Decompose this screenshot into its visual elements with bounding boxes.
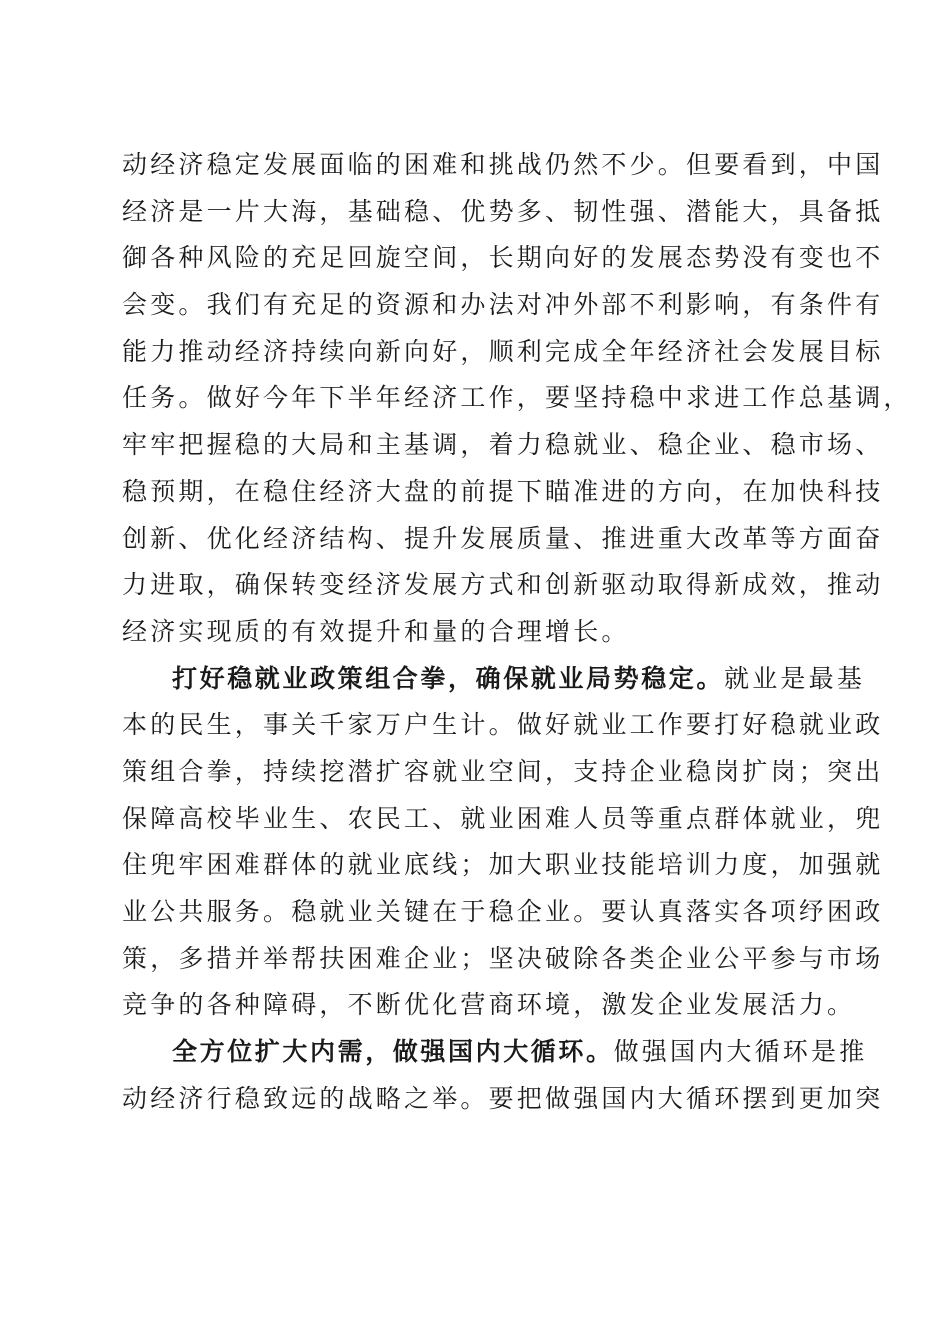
body-text: [122, 142, 912, 1122]
text-line: 御各种风险的充足回旋空间，长期向好的发展态势没有变也不: [122, 243, 884, 273]
section-heading-employment: 打好稳就业政策组合拳，确保就业局势稳定。: [172, 663, 725, 693]
text-line: 会变。我们有充足的资源和办法对冲外部不利影响，有条件有: [122, 290, 884, 320]
text-line: 住兜牢困难群体的就业底线；加大职业技能培训力度，加强就: [122, 850, 884, 880]
text-line: 能力推动经济持续向新向好，顺利完成全年经济社会发展目标: [122, 336, 884, 366]
text-line: [122, 1029, 868, 1076]
text-line: [122, 656, 866, 703]
text-line: 保障高校毕业生、农民工、就业困难人员等重点群体就业，兜: [122, 803, 884, 833]
text-line: 稳预期，在稳住经济大盘的前提下瞄准进的方向，在加快科技: [122, 476, 884, 506]
paragraph-employment: [122, 656, 884, 1030]
text-line: 竞争的各种障碍，不断优化营商环境，激发企业发展活力。: [122, 990, 856, 1020]
text-line: 策，多措并举帮扶困难企业；坚决破除各类企业公平参与市场: [122, 943, 884, 973]
text-line: 业公共服务。稳就业关键在于稳企业。要认真落实各项纾困政: [122, 897, 884, 926]
text-line: 本的民生，事关千家万户生计。做好就业工作要打好稳就业政: [122, 710, 884, 740]
text-line: 动经济稳定发展面临的困难和挑战仍然不少。但要看到，中国: [122, 150, 884, 179]
text-line: 动经济行稳致远的战略之举。要把做强国内大循环摆到更加突: [122, 1083, 884, 1113]
section-heading-domestic-demand: 全方位扩大内需，做强国内大循环。: [172, 1037, 614, 1067]
text-line: 经济是一片大海，基础稳、优势多、韧性强、潜能大，具备抵: [122, 196, 884, 226]
text-line: 牢牢把握稳的大局和主基调，着力稳就业、稳企业、稳市场、: [122, 430, 884, 460]
text-line: 策组合拳，持续挖潜扩容就业空间，支持企业稳岗扩岗；突出: [122, 756, 884, 786]
text-run: 就业是最基: [724, 663, 866, 693]
text-run: 做强国内大循环是推: [613, 1037, 868, 1067]
text-line: 经济实现质的有效提升和量的合理增长。: [122, 616, 630, 646]
text-line: 任务。做好今年下半年经济工作，要坚持稳中求进工作总基调，: [122, 383, 912, 413]
paragraph-domestic-demand: [122, 1029, 884, 1122]
text-line: 创新、优化经济结构、提升发展质量、推进重大改革等方面奋: [122, 523, 884, 553]
text-line: 力进取，确保转变经济发展方式和创新驱动取得新成效，推动: [122, 570, 884, 600]
paragraph-economy-outlook: [122, 142, 912, 656]
